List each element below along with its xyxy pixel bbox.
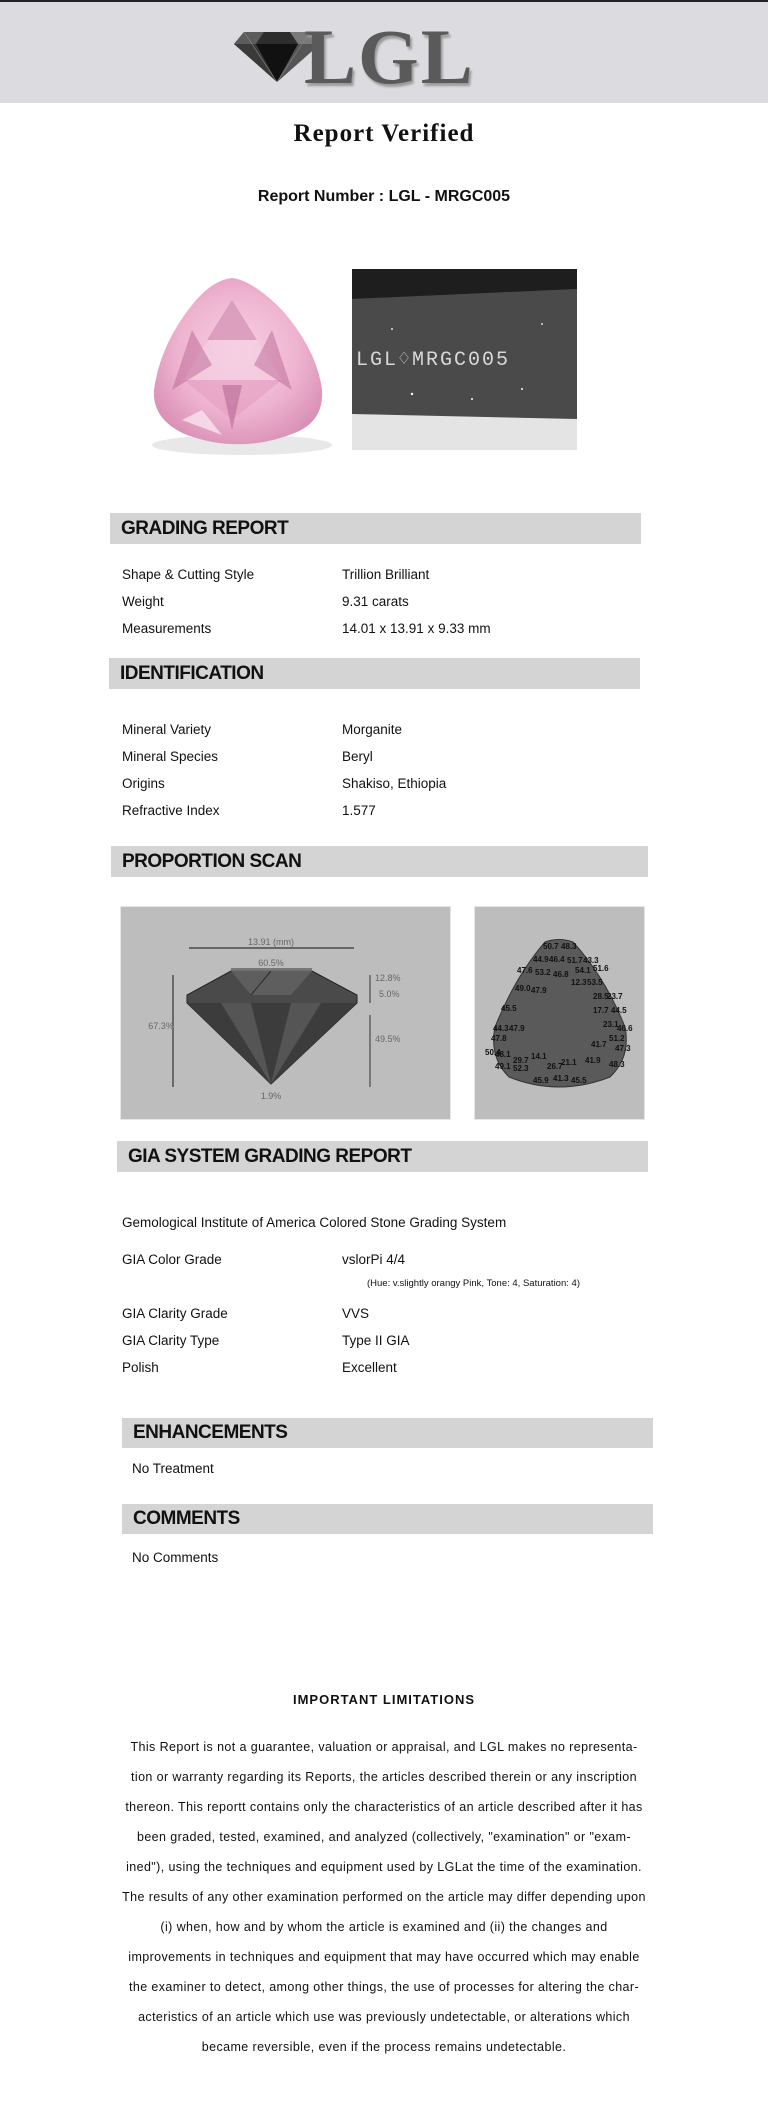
side-profile-panel — [120, 906, 451, 1120]
grading-label: Weight — [122, 594, 164, 609]
gia-value: Excellent — [342, 1360, 397, 1375]
top-view-panel — [474, 906, 645, 1120]
scan-value-label: 41.3 — [553, 1074, 569, 1083]
scan-value-label: 46.8 — [553, 970, 569, 979]
scan-value-label: 53.5 — [587, 978, 603, 987]
scan-value-label: 14.1 — [531, 1052, 547, 1061]
limitations-text: This Report is not a guarantee, valuation or appraisal, and LGL makes no representa-tion or warranty regarding its Reports, the articles described therein or any inscription thereon. This reportt contains only the characteristics of an article described after it has been graded, tested, examined, and analyzed (collectively, "examination" or "exam-ined"), using the techniques and equipment used by LGLat the time of the examination. The results of any other examination performed on the article may differ depending upon (i) when, how and by whom the article is examined and (ii) the changes and improvements in techniques and equipment that may have occurred which may enable the examiner to detect, among other things, the use of processes for altering the char-acteristics of an article which use was previously undetectable, or alterations which became reversible, even if the process remains undetectable. — [122, 1740, 646, 2054]
comments-text: No Comments — [132, 1550, 219, 1565]
grading-report-heading: GRADING REPORT — [110, 513, 641, 544]
gia-system-name: Gemological Institute of America Colored Stone Grading System — [122, 1215, 507, 1230]
scan-value-label: 47.6 — [517, 966, 533, 975]
scan-value-label: 48.3 — [561, 942, 577, 951]
scan-value-label: 50.7 — [543, 942, 559, 951]
scan-value-label: 47.8 — [491, 1034, 507, 1043]
grading-value: Trillion Brilliant — [342, 567, 430, 582]
depth-label: 67.3% — [148, 1021, 174, 1031]
grading-label: Shape & Cutting Style — [122, 567, 255, 582]
grading-label: Measurements — [122, 621, 212, 636]
gia-value: Type II GIA — [342, 1333, 410, 1348]
identification-label: Origins — [122, 776, 165, 791]
scan-value-label: 28.5 — [593, 992, 609, 1001]
scan-value-label: 23.7 — [607, 992, 623, 1001]
crown-label: 12.8% — [375, 973, 401, 983]
proportion-scan-heading: PROPORTION SCAN — [111, 846, 648, 877]
gem-photo — [132, 270, 332, 465]
girdle-label: 5.0% — [379, 989, 400, 999]
identification-value: 1.577 — [342, 803, 376, 818]
lgl-logo[interactable] — [234, 13, 490, 100]
grading-value: 9.31 carats — [342, 594, 409, 609]
scan-value-label: 48.1 — [495, 1050, 511, 1059]
logo-text: LGL — [304, 13, 475, 100]
scan-value-label: 47.9 — [509, 1024, 525, 1033]
page-title: Report Verified — [293, 120, 475, 147]
scan-value-label: 17.7 — [593, 1006, 609, 1015]
gia-color-note: (Hue: v.slightly orangy Pink, Tone: 4, Saturation: 4) — [367, 1278, 580, 1289]
identification-label: Mineral Species — [122, 749, 219, 764]
scan-value-label: 49.0 — [515, 984, 531, 993]
scan-value-label: 43.3 — [583, 956, 599, 965]
scan-value-label: 48.3 — [609, 1060, 625, 1069]
inscription-photo — [352, 269, 577, 450]
gia-color-grade-label: GIA Color Grade — [122, 1252, 222, 1267]
culet-label: 1.9% — [260, 1091, 282, 1101]
scan-value-label: 44.3 — [493, 1024, 509, 1033]
scan-value-label: 23.1 — [603, 1020, 619, 1029]
scan-value-label: 46.6 — [617, 1024, 633, 1033]
scan-value-label: 51.7 — [567, 956, 583, 965]
scan-value-label: 41.9 — [585, 1056, 601, 1065]
gia-color-grade-value: vslorPi 4/4 — [342, 1252, 406, 1267]
scan-value-label: 46.4 — [549, 955, 565, 964]
inscription-text: LGL♢MRGC005 — [356, 349, 511, 372]
scan-value-label: 52.3 — [513, 1064, 529, 1073]
scan-value-label: 51.2 — [609, 1034, 625, 1043]
comments-heading: COMMENTS — [122, 1504, 653, 1534]
gia-label: Polish — [122, 1360, 159, 1375]
pavilion-label: 49.5% — [375, 1034, 401, 1044]
scan-value-label: 26.7 — [547, 1062, 563, 1071]
identification-value: Shakiso, Ethiopia — [342, 776, 447, 791]
width-label: 13.91 (mm) — [247, 937, 295, 947]
identification-value: Beryl — [342, 749, 373, 764]
scan-value-label: 47.9 — [531, 986, 547, 995]
table-label: 60.5% — [258, 958, 284, 968]
scan-value-label: 44.5 — [611, 1006, 627, 1015]
identification-value: Morganite — [342, 722, 403, 737]
scan-value-label: 45.5 — [501, 1004, 517, 1013]
limitations-heading: IMPORTANT LIMITATIONS — [292, 1692, 476, 1707]
scan-value-label: 45.9 — [533, 1076, 549, 1085]
scan-value-label: 54.1 — [575, 966, 591, 975]
enhancements-heading: ENHANCEMENTS — [122, 1418, 653, 1448]
scan-value-label: 47.3 — [615, 1044, 631, 1053]
scan-value-label: 29.7 — [513, 1056, 529, 1065]
scan-value-label: 50.4 — [485, 1048, 501, 1057]
scan-value-label: 51.6 — [593, 964, 609, 973]
scan-value-label: 12.3 — [571, 978, 587, 987]
scan-value-label: 49.1 — [495, 1062, 511, 1071]
scan-value-label: 45.5 — [571, 1076, 587, 1085]
identification-label: Refractive Index — [122, 803, 220, 818]
report-number: Report Number : LGL - MRGC005 — [257, 188, 511, 205]
scan-value-label: 53.2 — [535, 968, 551, 977]
scan-value-label: 44.9 — [533, 955, 549, 964]
scan-value-label: 41.7 — [591, 1040, 607, 1049]
identification-heading: IDENTIFICATION — [109, 658, 640, 689]
enhancements-text: No Treatment — [132, 1461, 214, 1476]
scan-value-label: 21.1 — [561, 1058, 577, 1067]
gia-value: VVS — [342, 1306, 370, 1321]
gia-label: GIA Clarity Grade — [122, 1306, 228, 1321]
grading-value: 14.01 x 13.91 x 9.33 mm — [342, 621, 491, 636]
gia-system-heading: GIA SYSTEM GRADING REPORT — [117, 1141, 648, 1172]
identification-label: Mineral Variety — [122, 722, 212, 737]
header-band — [0, 0, 768, 103]
gia-label: GIA Clarity Type — [122, 1333, 220, 1348]
